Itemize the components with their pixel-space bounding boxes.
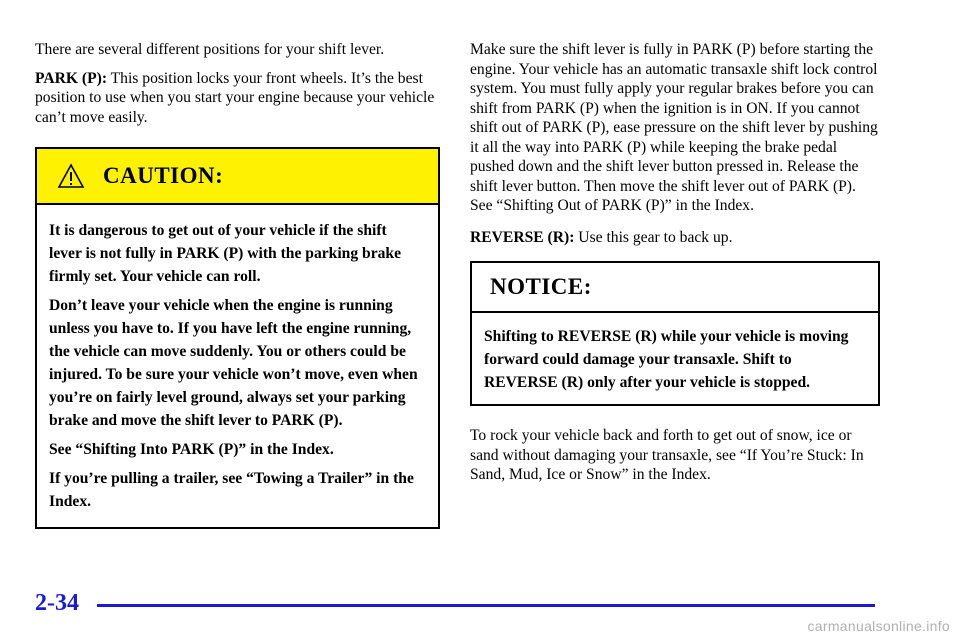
reverse-label: REVERSE (R): — [470, 228, 575, 246]
right-column — [470, 40, 880, 494]
caution-title: CAUTION: — [103, 163, 224, 188]
left-column — [35, 40, 440, 529]
park-paragraph — [35, 69, 440, 128]
caution-paragraph: Don’t leave your vehicle when the engine is running unless you have to. If you have left the engine running, the vehicle can move suddenly. You or others could be injured. To be sure your vehicle won’t move, even when you’re on fairly level ground, always set your parking brake and move the shift lever to PARK (P). — [49, 297, 418, 429]
caution-body — [37, 205, 438, 527]
caution-box — [35, 147, 440, 529]
notice-title: NOTICE: — [490, 274, 592, 299]
park-text: This position locks your front wheels. It’s the best position to use when you start your engine because your vehicle can’t move easily. — [35, 69, 435, 126]
caution-paragraph: If you’re pulling a trailer, see “Towing a Trailer” in the Index. — [49, 470, 414, 510]
notice-box — [470, 261, 880, 406]
page-number: 2-34 — [35, 590, 79, 616]
intro-text: There are several different positions for your shift lever. — [35, 41, 385, 58]
park-label: PARK (P): — [35, 69, 108, 87]
reverse-text: Use this gear to back up. — [574, 228, 733, 246]
shift-lock-paragraph: Make sure the shift lever is fully in PARK (P) before starting the engine. Your vehicle has an automatic transaxle shift lock control system. You must fully apply your regular brakes before you can shift from PARK (P) when the ignition is in ON. If you cannot shift out of PARK (P), ease pressure on the shift lever by pushing it all the way into PARK (P) while keeping the brake pedal pushed down and the shift lever button pressed in. Release the shift lever button. Then move the shift lever out of PARK (P). See “Shifting Out of PARK (P)” in the Index. — [470, 41, 878, 214]
warning-triangle-icon — [57, 163, 85, 189]
reverse-paragraph — [470, 228, 880, 248]
notice-header — [472, 263, 878, 313]
footer-divider — [97, 604, 875, 607]
notice-text: Shifting to REVERSE (R) while your vehicle is moving forward could damage your transaxle. Shift to REVERSE (R) only after your vehicle is stopped. — [484, 328, 849, 391]
caution-paragraph: It is dangerous to get out of your vehicle if the shift lever is not fully in PARK (P) with the parking brake firmly set. Your vehicle can roll. — [49, 222, 402, 285]
rocking-paragraph: To rock your vehicle back and forth to get out of snow, ice or sand without damaging your transaxle, see “If You’re Stuck: In Sand, Mud, Ice or Snow” in the Index. — [470, 427, 864, 483]
notice-body — [472, 313, 878, 404]
watermark: carmanualsonline.info — [807, 618, 950, 634]
caution-header — [37, 149, 438, 205]
caution-paragraph: See “Shifting Into PARK (P)” in the Index. — [49, 441, 334, 458]
